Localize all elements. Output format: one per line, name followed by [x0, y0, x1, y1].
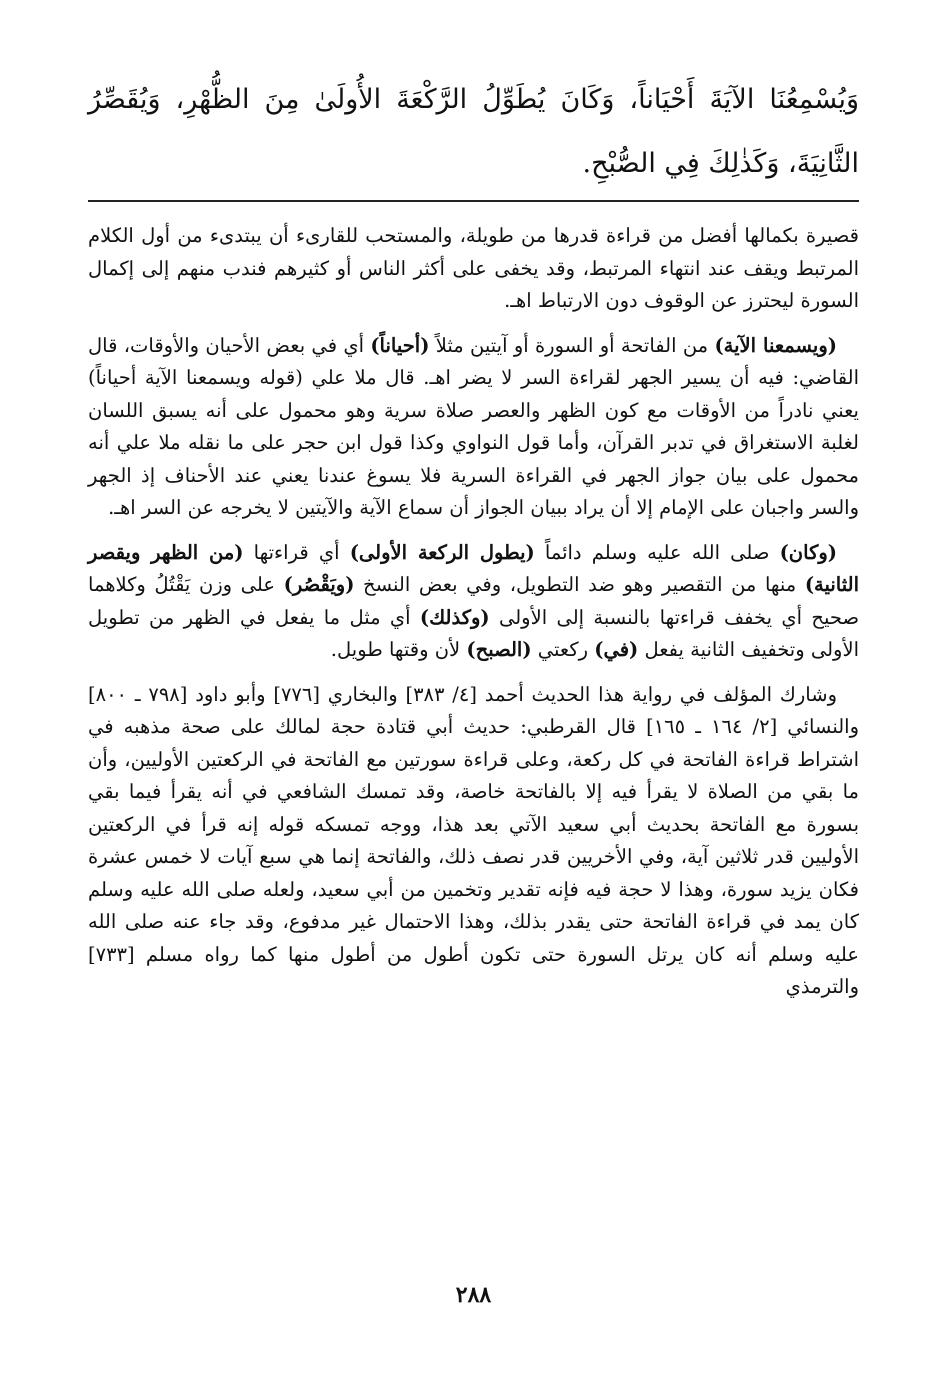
- quoted-term: (الصبح): [466, 638, 532, 661]
- quoted-term: (وكذلك): [419, 605, 490, 629]
- quoted-term: (يطول الركعة الأولى): [349, 540, 535, 564]
- commentary-text: ركعتي: [531, 638, 595, 661]
- quoted-term: (وكان): [779, 540, 837, 564]
- commentary-text: لأن وقتها طويل.: [330, 638, 467, 661]
- commentary-text: أي في بعض الأحيان والأوقات، قال القاضي: فيه أن يسير الجهر لقراءة السر لا يضر اهـ. قال ملا علي (قوله ويسمعنا الآية أحياناً) يعني نادراً من الأوقات مع كون الظهر والعصر صلاة سرية وهو محمول على أنه يسبق اللسان لغلبة الاستغراق في تدبر القرآن، وأما قول النواوي وكذا قول ابن حجر على ما نقله ملا علي أنه محمول على بيان جواز الجهر في القراءة السرية فلا يسوغ عندنا يعني عند الأحناف إذ الجهر والسر واجبان على الإمام إلا أن يراد ببيان الجواز أن سماع الآية والآيتين لا يخرجه عن السر اهـ.: [88, 333, 859, 519]
- quoted-term: (من الظهر ويقصر الثانية): [88, 540, 859, 596]
- quoted-term: (ويَقْصُر): [283, 573, 355, 596]
- hadith-text: وَيُسْمِعُنَا الآيَةَ أَحْيَاناً، وَكَانَ يُطَوِّلُ الرَّكْعَةَ الأُولَىٰ مِنَ الظُّهْرِ، وَيُقَصِّرُ الثَّانِيَةَ، وَكَذٰلِكَ فِي الصُّبْحِ.: [88, 84, 859, 179]
- page-number: ٢٨٨: [455, 1282, 492, 1308]
- commentary-paragraph: قصيرة بكمالها أفضل من قراءة قدرها من طويلة، والمستحب للقارىء أن يبتدىء من أول الكلام المرتبط ويقف عند انتهاء المرتبط، وقد يخفى على أكثر الناس أو كثيرهم فندب منهم إلى إكمال السورة ليحترز عن الوقوف دون الارتباط اهـ.: [88, 224, 859, 312]
- commentary-text: أي قراءتها: [243, 540, 350, 564]
- commentary-paragraph: وشارك المؤلف في رواية هذا الحديث أحمد [٤/ ٣٨٣] والبخاري [٧٧٦] وأبو داود [٧٩٨ ـ ٨٠٠] والنسائي [٢/ ١٦٤ ـ ١٦٥] قال القرطبي: حديث أبي قتادة حجة لمالك على صحة مذهبه في اشتراط قراءة الفاتحة في كل ركعة، وعلى قراءة سورتين مع الفاتحة في الركعتين الأوليين، وأن ما بقي من الصلاة لا يقرأ فيه إلا بالفاتحة خاصة، وقد تمسك الشافعي في أنه يقرأ فيما بقي بسورة مع الفاتحة بحديث أبي سعيد الآتي بعد هذا، ووجه تمسكه قوله إنه قرأ في الركعتين الأوليين قدر ثلاثين آية، وفي الأخريين قدر نصف ذلك، والفاتحة إنما هي سبع آيات لا خمس عشرة فكان يزيد سورة، وهذا لا حجة فيه فإنه تقدير وتخمين من أبي سعيد، ولعله صلى الله عليه وسلم كان يمد في قراءة الفاتحة حتى يقدر بذلك، وهذا الاحتمال غير مدفوع، وقد جاء عنه صلى الله عليه وسلم أنه كان يرتل السورة حتى تكون أطول من أطول منها كما رواه مسلم [٧٣٣] والترمذي: [88, 682, 859, 998]
- separator-line: [88, 200, 859, 202]
- commentary-text: أي مثل ما يفعل في الظهر من تطويل الأولى وتخفيف الثانية يفعل: [88, 605, 859, 661]
- commentary-text: على وزن يَقْتُلُ وكلاهما صحيح أي يخفف قراءتها بالنسبة إلى الأولى: [88, 573, 859, 629]
- quoted-term: (ويسمعنا الآية): [714, 333, 837, 357]
- commentary-paragraph: [88, 330, 859, 525]
- commentary-paragraph: [88, 537, 859, 667]
- commentary-text: من الفاتحة أو السورة أو آيتين مثلاً: [429, 333, 715, 357]
- commentary: [88, 220, 859, 1016]
- commentary-text: صلى الله عليه وسلم دائماً: [534, 540, 780, 564]
- quoted-term: (في): [594, 638, 639, 661]
- commentary-text: منها من التقصير وهو ضد التطويل، وفي بعض النسخ: [354, 573, 805, 596]
- quoted-term: (أحياناً): [370, 333, 430, 357]
